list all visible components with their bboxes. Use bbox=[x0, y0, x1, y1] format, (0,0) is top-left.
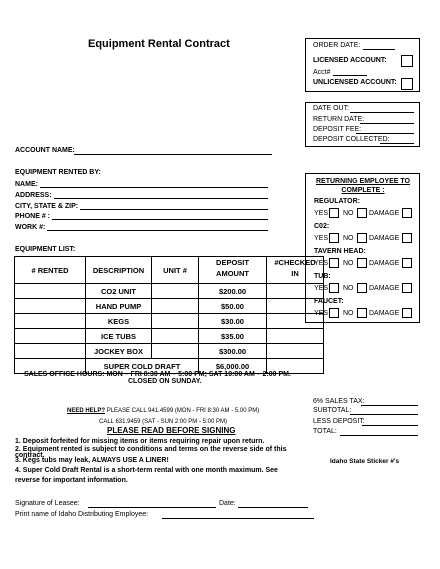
tub-label: TUB: bbox=[314, 273, 331, 280]
work-label: WORK #: bbox=[15, 224, 46, 231]
state-sticker-label: Idaho State Sticker #'s bbox=[330, 458, 400, 465]
amount-cell: $35.00 bbox=[199, 329, 267, 344]
subtotal-label: SUBTOTAL: bbox=[313, 407, 352, 414]
date-label: Date: bbox=[219, 500, 236, 507]
rented-cell[interactable] bbox=[15, 344, 86, 359]
phone-label: PHONE # : bbox=[15, 213, 51, 220]
rented-cell[interactable] bbox=[15, 284, 86, 299]
date-field[interactable] bbox=[238, 507, 308, 508]
tavern-head-damage-checkbox[interactable] bbox=[402, 258, 412, 268]
yes-label: YES bbox=[314, 260, 329, 267]
damage-label: DAMAGE bbox=[369, 260, 400, 267]
table-row bbox=[15, 314, 324, 329]
regulator-damage-checkbox[interactable] bbox=[402, 208, 412, 218]
description-cell: SUPER COLD DRAFT bbox=[86, 359, 199, 374]
yes-label: YES bbox=[314, 310, 329, 317]
deposit-collected-field[interactable] bbox=[380, 143, 414, 144]
deposit-fee-field[interactable] bbox=[356, 133, 414, 134]
date-out-label: DATE OUT: bbox=[313, 105, 350, 112]
unit-cell[interactable] bbox=[152, 329, 199, 344]
rented-cell[interactable] bbox=[15, 314, 86, 329]
city-state-zip-label: CITY, STATE & ZIP: bbox=[15, 203, 79, 210]
col-in: IN bbox=[291, 269, 299, 278]
amount-cell: $30.00 bbox=[199, 314, 267, 329]
table-row bbox=[15, 299, 324, 314]
address-field[interactable] bbox=[54, 198, 268, 199]
amount-cell: $50.00 bbox=[199, 299, 267, 314]
less-deposit-field[interactable] bbox=[362, 425, 418, 426]
account-name-label: ACCOUNT NAME: bbox=[15, 147, 75, 154]
unit-cell[interactable] bbox=[152, 299, 199, 314]
name-label: NAME: bbox=[15, 181, 38, 188]
print-name-field[interactable] bbox=[162, 518, 314, 519]
no-label: NO bbox=[343, 235, 354, 242]
deposit-fee-label: DEPOSIT FEE: bbox=[313, 126, 362, 133]
sales-tax-field[interactable] bbox=[361, 405, 418, 406]
read-before-signing: PLEASE READ BEFORE SIGNING bbox=[107, 426, 236, 435]
less-deposit-label: LESS DEPOSIT: bbox=[313, 418, 365, 425]
print-name-label: Print name of Idaho Distributing Employee: bbox=[15, 511, 149, 518]
term-3: 3. Kegs tubs may leak, ALWAYS USE A LINER! bbox=[15, 457, 169, 464]
tub-yes-checkbox[interactable] bbox=[329, 283, 339, 293]
description-cell: CO2 UNIT bbox=[86, 284, 152, 299]
c02-no-checkbox[interactable] bbox=[357, 233, 367, 243]
checked-in-cell[interactable] bbox=[267, 329, 324, 344]
page-title: Equipment Rental Contract bbox=[88, 38, 230, 50]
date-out-field[interactable] bbox=[350, 112, 414, 113]
tub-no-checkbox[interactable] bbox=[357, 283, 367, 293]
acct-field[interactable] bbox=[333, 75, 367, 76]
yes-label: YES bbox=[314, 235, 329, 242]
faucet-damage-checkbox[interactable] bbox=[402, 308, 412, 318]
name-field[interactable] bbox=[40, 187, 268, 188]
deposit-collected-label: DEPOSIT COLLECTED: bbox=[313, 136, 390, 143]
sales-tax-label: 6% SALES TAX: bbox=[313, 398, 365, 405]
damage-label: DAMAGE bbox=[369, 235, 400, 242]
return-date-label: RETURN DATE: bbox=[313, 116, 365, 123]
help-line-1 bbox=[67, 407, 259, 415]
tavern-head-yes-checkbox[interactable] bbox=[329, 258, 339, 268]
sales-office-hours: SALES OFFICE HOURS: MON – FRI 8:30 AM – 5:00 PM; SAT 10:00 AM – 2:00 PM. bbox=[24, 371, 291, 378]
term-1: 1. Deposit forfeited for missing items or items requiring repair upon return. bbox=[15, 438, 265, 445]
no-label: NO bbox=[343, 260, 354, 267]
amount-cell: $300.00 bbox=[199, 344, 267, 359]
unlicensed-account-checkbox[interactable] bbox=[401, 78, 413, 90]
subtotal-field[interactable] bbox=[350, 414, 418, 415]
damage-label: DAMAGE bbox=[369, 310, 400, 317]
rented-cell[interactable] bbox=[15, 329, 86, 344]
order-date-label: ORDER DATE: bbox=[313, 42, 361, 49]
work-field[interactable] bbox=[47, 230, 268, 231]
total-label: TOTAL: bbox=[313, 428, 337, 435]
account-name-field[interactable] bbox=[74, 154, 272, 155]
unit-cell[interactable] bbox=[152, 344, 199, 359]
returning-heading: RETURNING EMPLOYEE TO COMPLETE : bbox=[316, 178, 410, 194]
checked-in-cell[interactable] bbox=[267, 344, 324, 359]
c02-label: C02: bbox=[314, 223, 330, 230]
equipment-list-heading: EQUIPMENT LIST: bbox=[15, 246, 76, 253]
c02-damage-checkbox[interactable] bbox=[402, 233, 412, 243]
table-header-row bbox=[15, 257, 324, 284]
tub-damage-checkbox[interactable] bbox=[402, 283, 412, 293]
licensed-account-label: LICENSED ACCOUNT: bbox=[313, 57, 387, 64]
faucet-yes-checkbox[interactable] bbox=[329, 308, 339, 318]
help-call-2: CALL 631.9459 (SAT - SUN 2:00 PM - 5:00 PM) bbox=[99, 419, 227, 425]
damage-label: DAMAGE bbox=[369, 210, 400, 217]
no-label: NO bbox=[343, 285, 354, 292]
term-2-cont: contract. bbox=[15, 452, 45, 459]
faucet-label: FAUCET: bbox=[314, 298, 344, 305]
table-row bbox=[15, 284, 324, 299]
no-label: NO bbox=[343, 210, 354, 217]
table-row bbox=[15, 329, 324, 344]
table-row bbox=[15, 344, 324, 359]
rented-by-heading: EQUIPMENT RENTED BY: bbox=[15, 169, 101, 176]
equipment-table bbox=[14, 256, 324, 374]
unlicensed-account-label: UNLICENSED ACCOUNT: bbox=[313, 79, 397, 86]
acct-label: Acct# bbox=[313, 69, 331, 76]
col-unit: UNIT # bbox=[152, 257, 199, 284]
col-deposit: DEPOSIT bbox=[216, 258, 249, 267]
yes-label: YES bbox=[314, 285, 329, 292]
regulator-no-checkbox[interactable] bbox=[357, 208, 367, 218]
lessee-signature-field[interactable] bbox=[88, 507, 216, 508]
description-cell: HAND PUMP bbox=[86, 299, 152, 314]
amount-cell: $6,000.00 bbox=[199, 359, 267, 374]
address-label: ADDRESS: bbox=[15, 192, 52, 199]
damage-label: DAMAGE bbox=[369, 285, 400, 292]
closed-sunday: CLOSED ON SUNDAY. bbox=[128, 378, 202, 385]
description-cell: KEGS bbox=[86, 314, 152, 329]
regulator-yes-checkbox[interactable] bbox=[329, 208, 339, 218]
col-rented: # RENTED bbox=[15, 257, 86, 284]
help-call-1: PLEASE CALL 941.4599 (MON - FRI 8:30 AM - 5.00 PM) bbox=[106, 408, 260, 414]
total-field[interactable] bbox=[340, 435, 418, 436]
col-checked: #CHECKED bbox=[274, 258, 316, 267]
tavern-head-no-checkbox[interactable] bbox=[357, 258, 367, 268]
col-deposit-amount bbox=[199, 257, 267, 284]
yes-label: YES bbox=[314, 210, 329, 217]
col-amount: AMOUNT bbox=[216, 269, 249, 278]
faucet-no-checkbox[interactable] bbox=[357, 308, 367, 318]
lessee-signature-label: Signature of Leasee: bbox=[15, 500, 80, 507]
term-2: 2. Equipment rented is subject to conditions and terms on the reverse side of this bbox=[15, 446, 287, 453]
need-help-label: NEED HELP? bbox=[67, 408, 106, 414]
col-description: DESCRIPTION bbox=[86, 257, 152, 284]
city-state-zip-field[interactable] bbox=[80, 209, 268, 210]
tavern-head-label: TAVERN HEAD: bbox=[314, 248, 366, 255]
term-4-cont: reverse for important information. bbox=[15, 477, 128, 484]
no-label: NO bbox=[343, 310, 354, 317]
description-cell: JOCKEY BOX bbox=[86, 344, 152, 359]
unit-cell[interactable] bbox=[152, 284, 199, 299]
rented-cell[interactable] bbox=[15, 299, 86, 314]
amount-cell: $200.00 bbox=[199, 284, 267, 299]
unit-cell[interactable] bbox=[152, 314, 199, 329]
phone-field[interactable] bbox=[52, 219, 268, 220]
regulator-label: REGULATOR: bbox=[314, 198, 361, 205]
order-date-field[interactable] bbox=[363, 49, 395, 50]
term-4: 4. Super Cold Draft Rental is a short-term rental with one month maximum. See bbox=[15, 467, 278, 474]
description-cell: ICE TUBS bbox=[86, 329, 152, 344]
licensed-account-checkbox[interactable] bbox=[401, 55, 413, 67]
c02-yes-checkbox[interactable] bbox=[329, 233, 339, 243]
return-date-field[interactable] bbox=[360, 123, 414, 124]
